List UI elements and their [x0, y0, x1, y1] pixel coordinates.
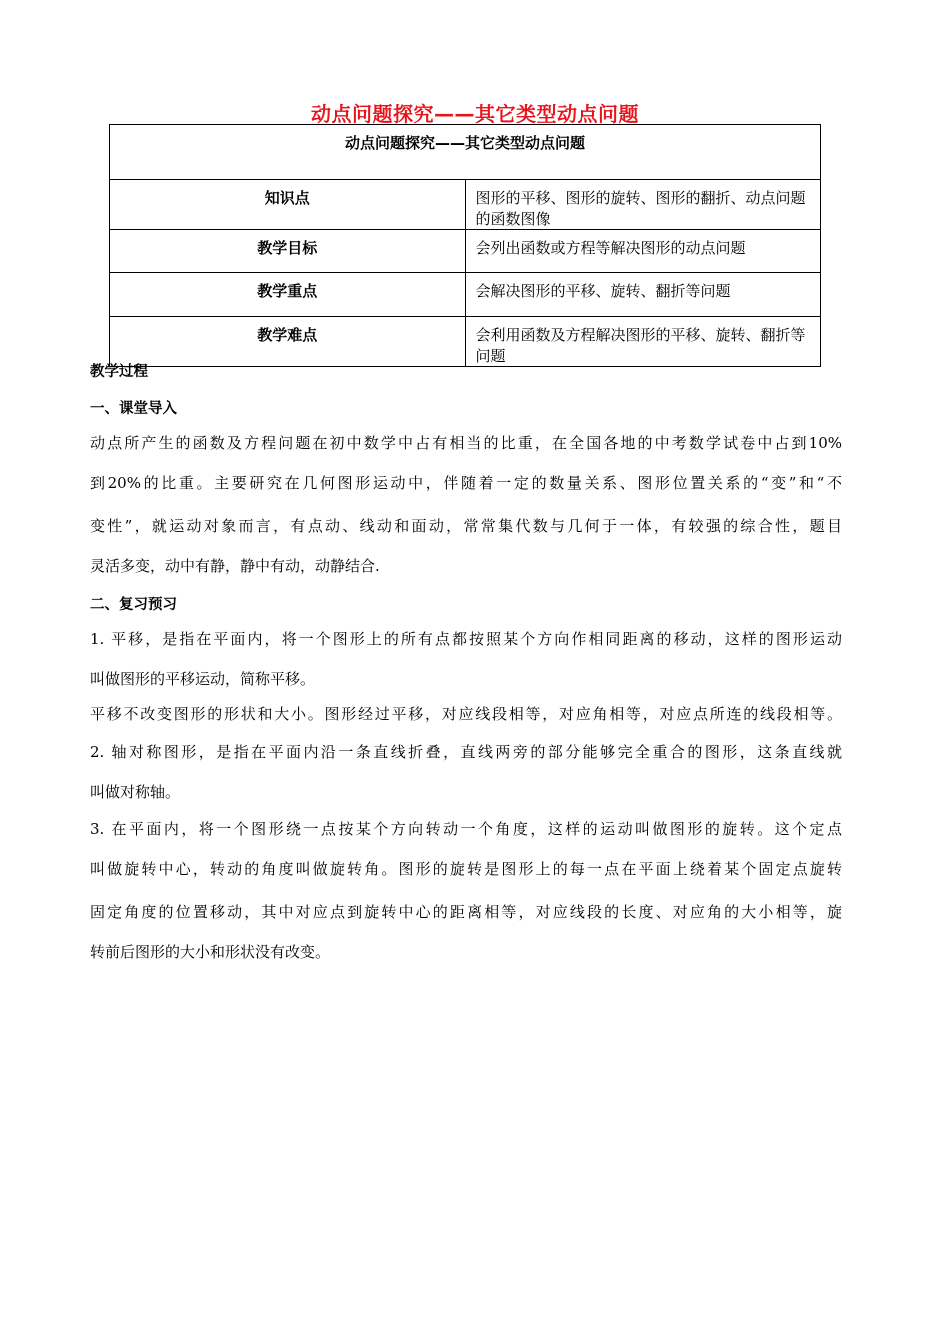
row-label: 教学目标: [110, 230, 466, 273]
list-item-line: 3. 在平面内，将一个图形绕一点按某个方向转动一个角度，这样的运动叫做图形的旋转。这个定点: [90, 820, 842, 838]
row-label: 教学难点: [110, 317, 466, 367]
list-item-line: 叫做旋转中心，转动的角度叫做旋转角。图形的旋转是图形上的每一点在平面上绕着某个固定点旋转: [90, 860, 842, 878]
paragraph-line: 到20%的比重。主要研究在几何图形运动中，伴随着一定的数量关系、图形位置关系的“变”和“不: [90, 474, 842, 492]
table-row: [110, 317, 821, 367]
row-value: 图形的平移、图形的旋转、图形的翻折、动点问题的函数图像: [465, 180, 821, 230]
list-item-line: 叫做图形的平移运动，简称平移。: [90, 670, 316, 688]
row-label: 知识点: [110, 180, 466, 230]
paragraph-line: 变性”，就运动对象而言，有点动、线动和面动，常常集代数与几何于一体，有较强的综合性，题目: [90, 517, 842, 535]
row-label: 教学重点: [110, 273, 466, 317]
lesson-info-table: [109, 124, 821, 367]
paragraph-line: 动点所产生的函数及方程问题在初中数学中占有相当的比重，在全国各地的中考数学试卷中占到10%: [90, 434, 842, 452]
list-item-line: 固定角度的位置移动，其中对应点到旋转中心的距离相等，对应线段的长度、对应角的大小相等，旋: [90, 903, 842, 921]
list-item-line: 2. 轴对称图形，是指在平面内沿一条直线折叠，直线两旁的部分能够完全重合的图形，这条直线就: [90, 743, 842, 761]
table-header: 动点问题探究——其它类型动点问题: [110, 125, 821, 180]
section1-heading: 一、课堂导入: [90, 401, 177, 417]
list-item-line: 1. 平移，是指在平面内，将一个图形上的所有点都按照某个方向作相同距离的移动，这样的图形运动: [90, 630, 842, 648]
row-value: 会利用函数及方程解决图形的平移、旋转、翻折等问题: [465, 317, 821, 367]
section2-heading: 二、复习预习: [90, 597, 177, 613]
table-row: [110, 273, 821, 317]
list-item-note: 平移不改变图形的形状和大小。图形经过平移，对应线段相等，对应角相等，对应点所连的线段相等。: [90, 705, 842, 723]
table-row: [110, 230, 821, 273]
paragraph-line: 灵活多变，动中有静，静中有动，动静结合.: [90, 557, 380, 575]
list-item-line: 转前后图形的大小和形状没有改变。: [90, 943, 331, 961]
list-item-line: 叫做对称轴。: [90, 783, 181, 801]
table-row: [110, 180, 821, 230]
process-heading: 教学过程: [90, 364, 148, 380]
row-value: 会列出函数或方程等解决图形的动点问题: [465, 230, 821, 273]
page-title: 动点问题探究——其它类型动点问题: [311, 102, 639, 126]
row-value: 会解决图形的平移、旋转、翻折等问题: [465, 273, 821, 317]
